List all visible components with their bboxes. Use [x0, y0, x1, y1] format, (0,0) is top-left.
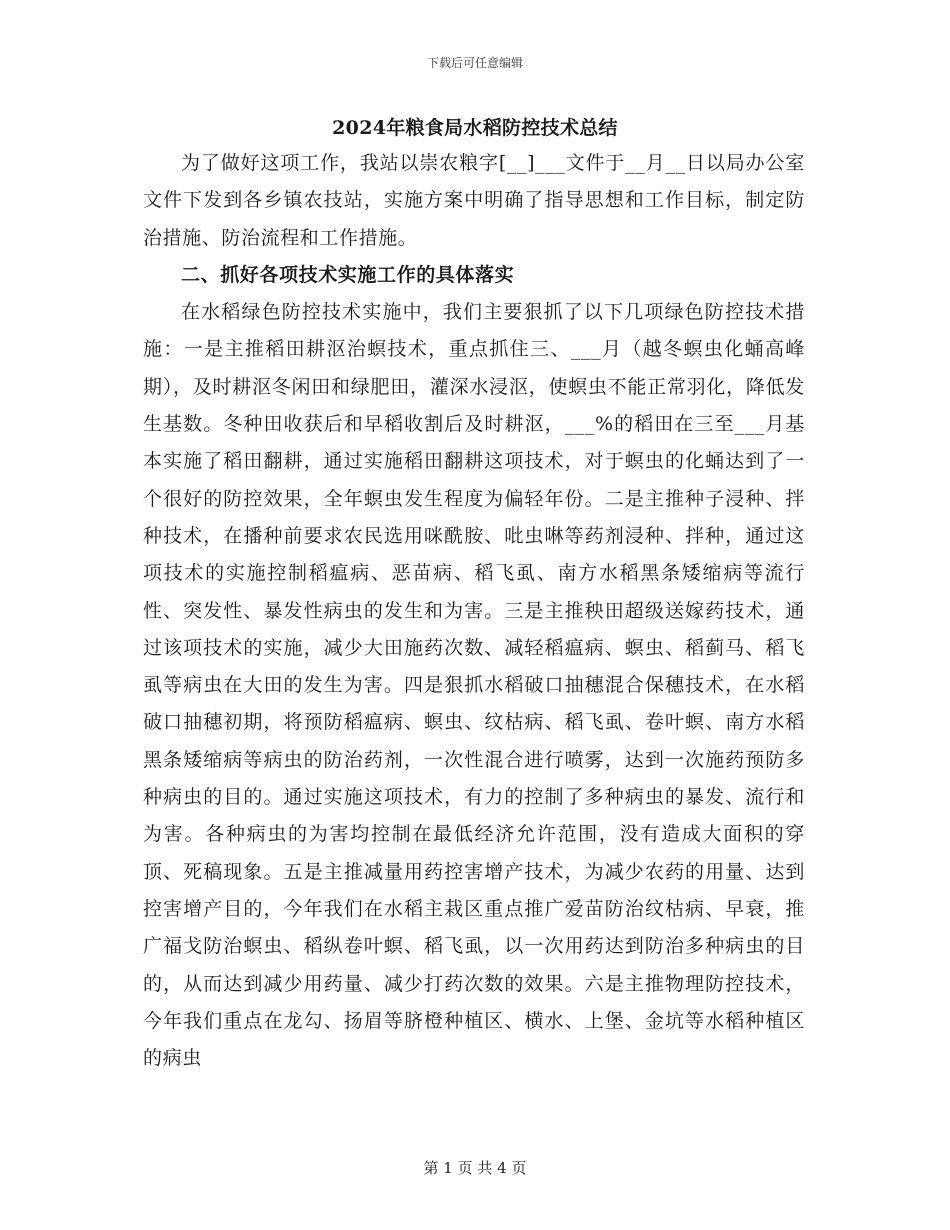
intro-paragraph: 为了做好这项工作，我站以崇农粮字[__]___文件于__月__日以局办公室文件下发到各乡镇农技站，实施方案中明确了指导思想和工作目标，制定防治措施、防治流程和工作措施。: [143, 152, 805, 249]
page-number-footer: 第 1 页 共 4 页: [423, 1159, 527, 1177]
document-title: 2024年粮食局水稻防控技术总结: [332, 117, 618, 139]
page-header-note: 下载后可任意编辑: [426, 56, 523, 70]
document-body: [143, 145, 805, 1077]
section-heading: 二、抓好各项技术实施工作的具体落实: [181, 263, 515, 286]
section-paragraph: 在水稻绿色防控技术实施中，我们主要狠抓了以下几项绿色防控技术措施：一是主推稻田耕沤治螟技术，重点抓住三、___月（越冬螟虫化蛹高峰期），及时耕沤冬闲田和绿肥田，灌深水浸沤，使螟虫不能正常羽化，降低发生基数。冬种田收获后和早稻收割后及时耕沤，___%的稻田在三至___月基本实施了稻田翻耕，通过实施稻田翻耕这项技术，对于螟虫的化蛹达到了一个很好的防控效果，全年螟虫发生程度为偏轻年份。二是主推种子浸种、拌种技术，在播种前要求农民选用咪酰胺、吡虫啉等药剂浸种、拌种，通过这项技术的实施控制稻瘟病、恶苗病、稻飞虱、南方水稻黑条矮缩病等流行性、突发性、暴发性病虫的发生和为害。三是主推秧田超级送嫁药技术，通过该项技术的实施，减少大田施药次数、减轻稻瘟病、螟虫、稻蓟马、稻飞虱等病虫在大田的发生为害。四是狠抓水稻破口抽穗混合保穗技术，在水稻破口抽穗初期，将预防稻瘟病、螟虫、纹枯病、稻飞虱、卷叶螟、南方水稻黑条矮缩病等病虫的防治药剂，一次性混合进行喷雾，达到一次施药预防多种病虫的目的。通过实施这项技术，有力的控制了多种病虫的暴发、流行和为害。各种病虫的为害均控制在最低经济允许范围，没有造成大面积的穿顶、死稿现象。五是主推减量用药控害增产技术，为减少农药的用量、达到控害增产目的，今年我们在水稻主栽区重点推广爱苗防治纹枯病、早衰，推广福戈防治螟虫、稻纵卷叶螟、稻飞虱，以一次用药达到防治多种病虫的目的，从而达到减少用药量、减少打药次数的效果。六是主推物理防控技术，今年我们重点在龙勾、扬眉等脐橙种植区、横水、上堡、金坑等水稻种植区的病虫: [143, 301, 805, 1070]
